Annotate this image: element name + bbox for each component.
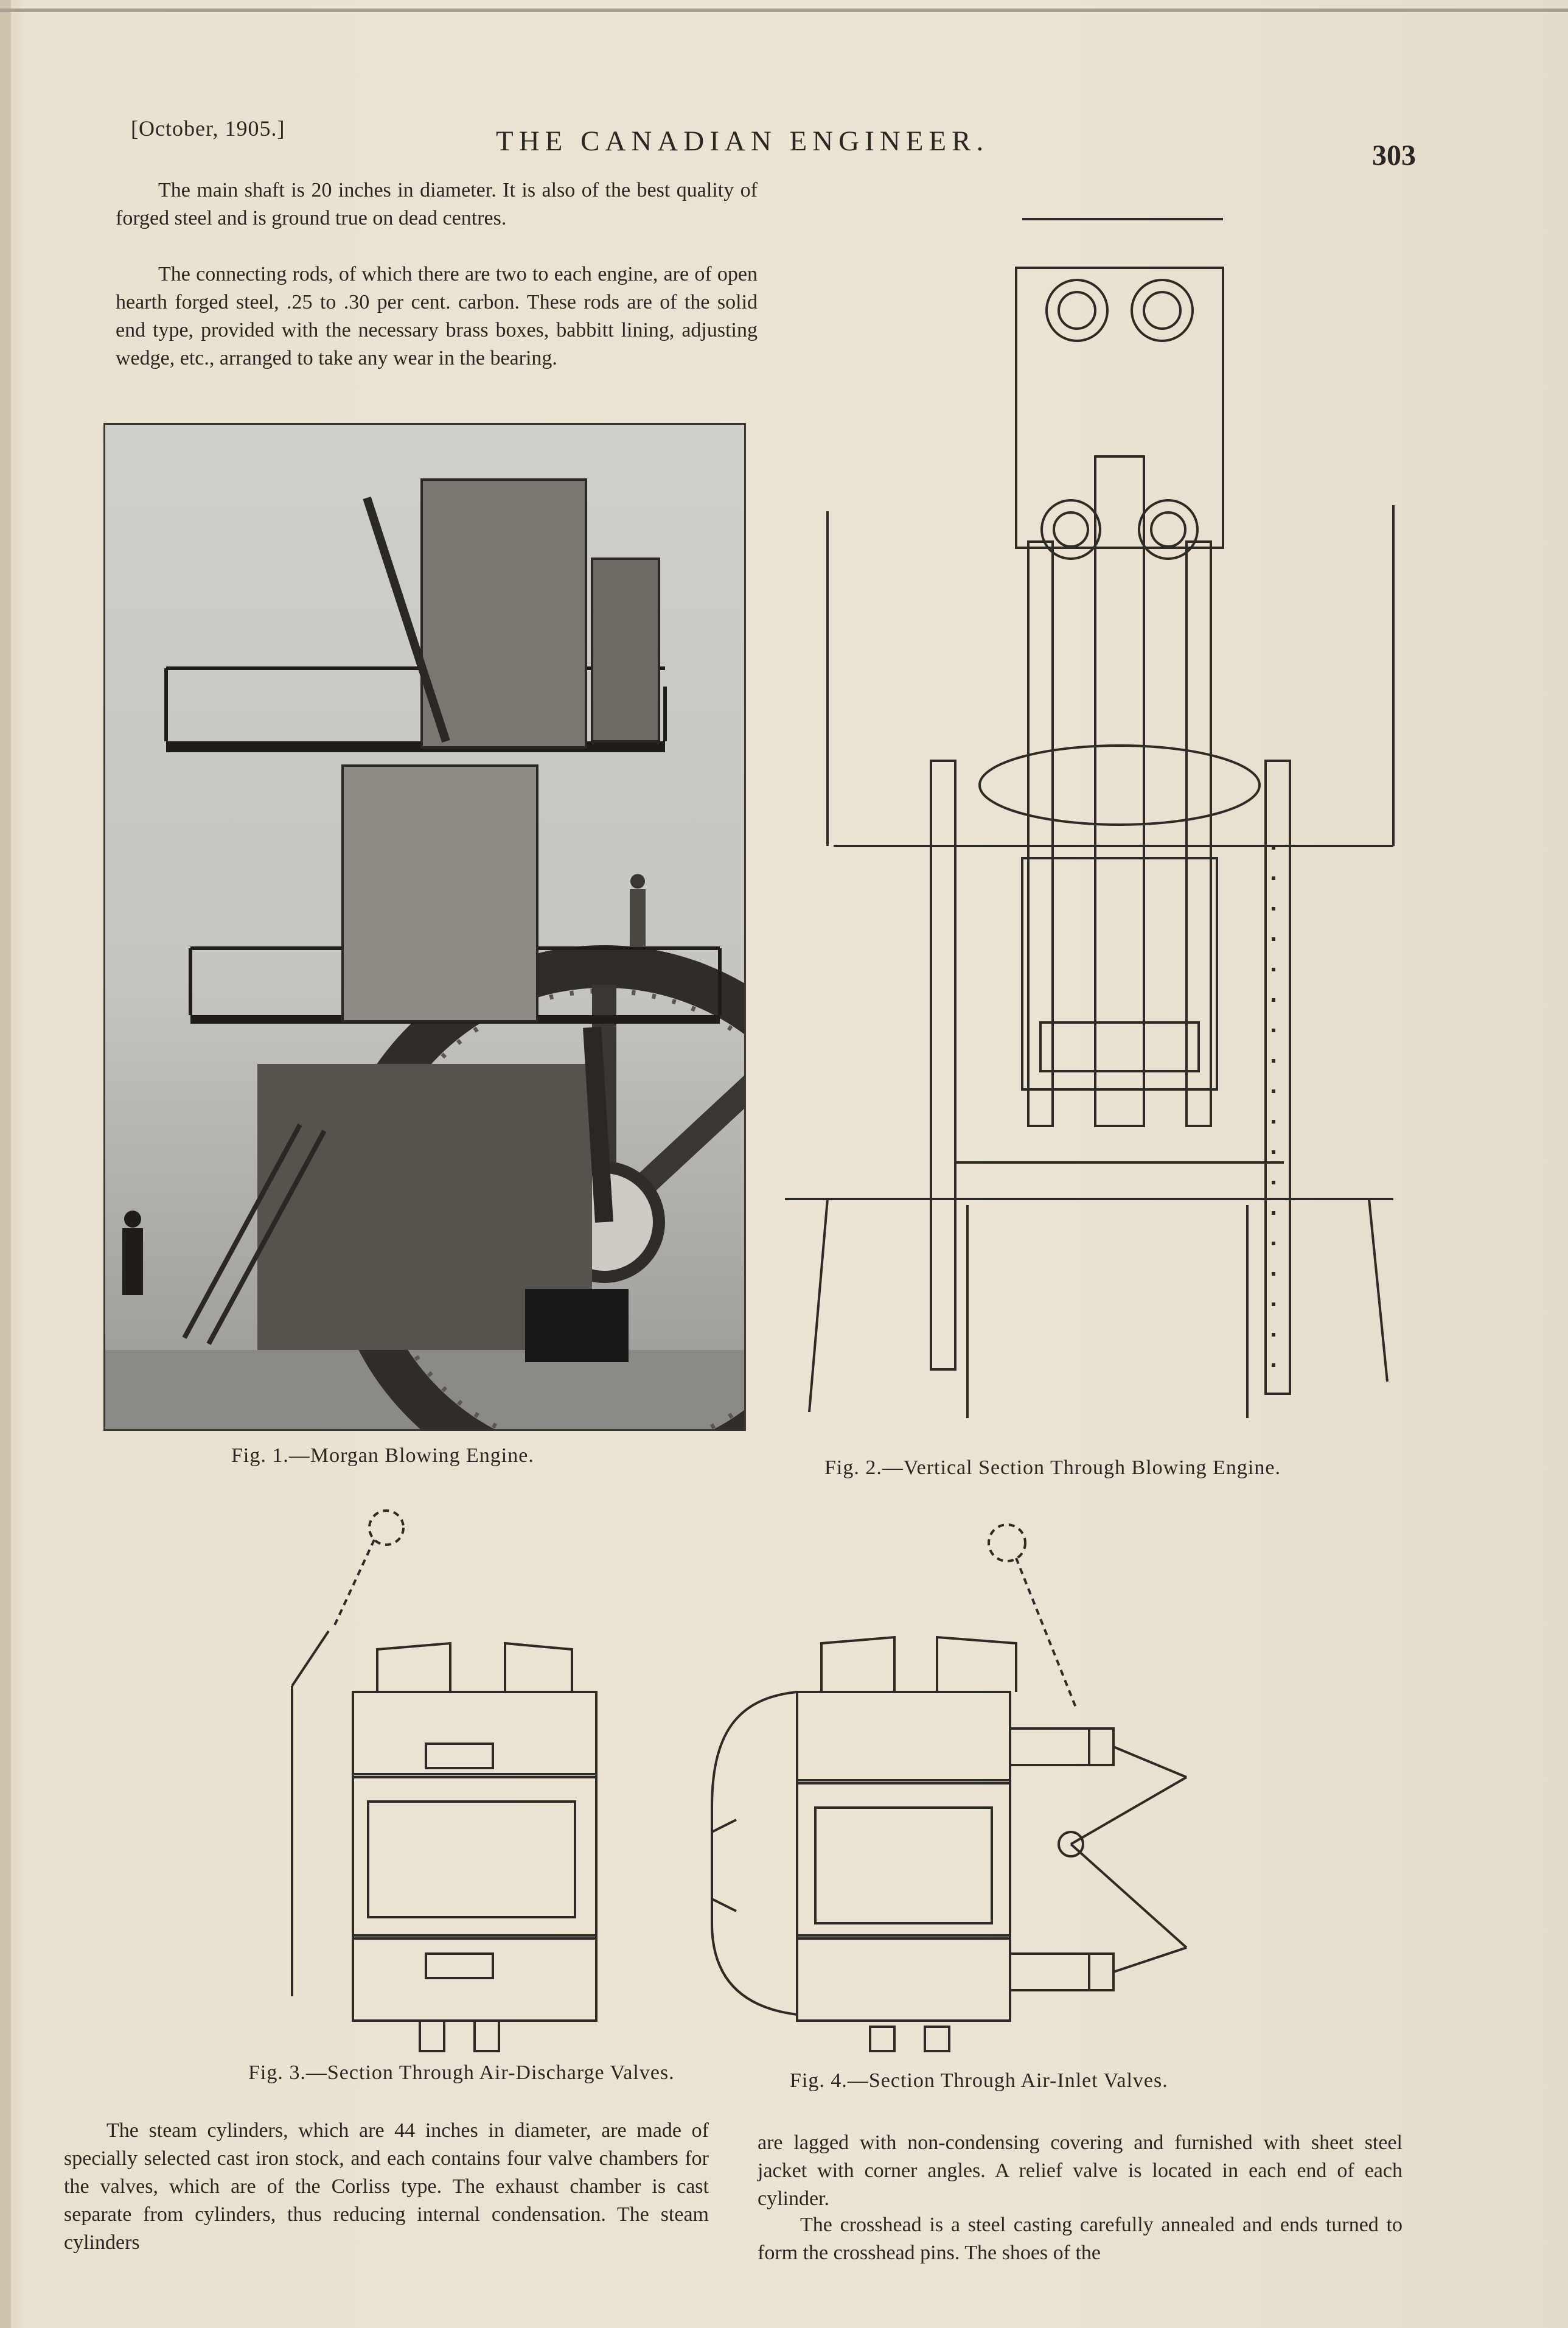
figure-3-section-drawing — [280, 1503, 621, 2063]
figure-3-caption: Fig. 3.—Section Through Air-Discharge Valves. — [248, 2061, 675, 2084]
page-number: 303 — [1372, 139, 1416, 172]
intro-paragraph-shaft: The main shaft is 20 inches in diameter. It is also of the best quality of forged steel and is ground true on dead centres. — [116, 179, 758, 229]
intro-paragraph-rods: The connecting rods, of which there are two to each engine, are of open hearth forged steel, .25 to .30 per cent. carbon. These rods are of the solid end type, provided with the necessary brass boxes, babbitt lining, adjusting wedge, etc., arranged to take any wear in the bearing. — [116, 263, 758, 369]
top-rule — [0, 9, 1568, 12]
journal-title: THE CANADIAN ENGINEER. — [496, 125, 989, 157]
body-paragraph-lagging: are lagged with non-condensing covering and furnished with sheet steel jacket with corner angles. A relief valve is located in each end of each cylinder. — [758, 2131, 1402, 2210]
issue-date: [October, 1905.] — [131, 116, 285, 141]
figure-2-section-drawing — [785, 201, 1424, 1455]
figure-4-section-drawing — [700, 1503, 1199, 2063]
body-paragraph-steam-cylinders: The steam cylinders, which are 44 inches in diameter, are made of specially selected cast iron stock, and each contains four valve chambers for the valves, which are of the Corliss type. The exhaust chamber is cast separate from cylinders, thus reducing internal condensation. The steam cylinders — [64, 2119, 709, 2254]
figure-1-photograph — [103, 423, 746, 1431]
figure-4-caption: Fig. 4.—Section Through Air-Inlet Valves. — [790, 2069, 1168, 2092]
figure-2-caption: Fig. 2.—Vertical Section Through Blowing Engine. — [824, 1456, 1281, 1479]
blowing-engine-illustration — [105, 425, 744, 1429]
page-gutter-shadow — [0, 0, 11, 2328]
figure-1-caption: Fig. 1.—Morgan Blowing Engine. — [231, 1444, 534, 1467]
body-paragraph-crosshead: The crosshead is a steel casting carefully annealed and ends turned to form the crosshead pins. The shoes of the — [758, 2214, 1402, 2264]
